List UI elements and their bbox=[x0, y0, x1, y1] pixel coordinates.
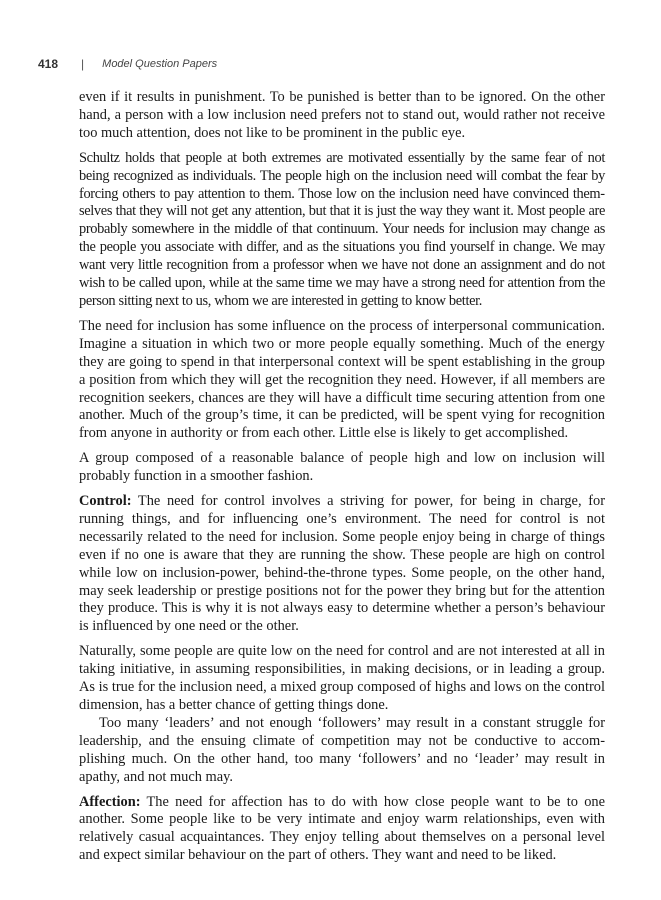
paragraph-3: The need for inclusion has some influence on the process of interpersonal communication. Imagine a situation in which two or more people equally something. Much of the energy they are going to spend in that interpersonal context will be spent establishing in the group a position from which they will get the recognition they need. However, if all members are recognition seekers, chances are they will have a difficult time securing attention from one another. Much of the group’s time, it can be predicted, will be spent vying for recognition from anyone in authority or from each other. Little else is likely to get accomplished. bbox=[79, 317, 605, 442]
affection-text: The need for affection has to do with how close people want to be to one another. Some people like to be very intimate and enjoy warm relationships, even with relatively casual acquaintances. They enjoy telling about themselves on a personal level and expect similar behaviour on the part of others. They want and need to be liked. bbox=[79, 793, 605, 864]
paragraph-6: Naturally, some people are quite low on the need for control and are not interested at all in taking initiative, in assuming responsibilities, in making decisions, or in leading a group. As is true for the inclusion need, a mixed group composed of highs and lows on the control dimension, has a better chance of getting things done. bbox=[79, 643, 605, 713]
paragraph-1: even if it results in punishment. To be punished is better than to be ignored. On the other hand, a person with a low inclusion need prefers not to stand out, would rather not receive too much attention, does not like to be prominent in the public eye. bbox=[79, 89, 605, 141]
header-separator: | bbox=[81, 57, 85, 71]
paragraph-2: Schultz holds that people at both extremes are motivated essentially by the same fear of not being recognized as individuals. The people high on the inclusion need will combat the fear by forcing others to pay attention to them. Those low on the inclusion need have convinced themselves that they will not get any attention, but that it is just the way they want it. Most people are probably somewhere in the middle of that continuum. Your needs for inclusion may change as the people you associate with differ, and as the situations you find yourself in change. We may want very little recognition from a professor when we have not done an assignment and do not wish to be called upon, while at the same time we may have a strong need for attention from the person sitting next to us, whom we are interested in getting to know better. bbox=[79, 149, 605, 309]
affection-heading: Affection: bbox=[79, 793, 141, 810]
paragraph-4: A group composed of a reasonable balance of people high and low on inclusion will probably function in a smoother fashion. bbox=[79, 450, 605, 485]
page-number: 418 bbox=[38, 57, 59, 71]
control-text: The need for control involves a striving for power, for being in charge, for running things, and for influencing one’s environment. The need for control is not necessarily related to the need for inclusion. Some people enjoy being in charge of things even if no one is aware that they are running the show. These people are high on control while low on inclusion-power, behind-the-throne types. Some people, on the other hand, may seek leadership or prestige positions not for the power they bring but for the attention they produce. This is why it is not always easy to determine whether a person’s behaviour is influenced by one need or the other. bbox=[79, 493, 605, 635]
paragraph-7: Too many ‘leaders’ and not enough ‘followers’ may result in a constant struggle for leadership, and the ensuing climate of competition may not be conductive to accomplishing much. On the other hand, too many ‘followers’ and no ‘leader’ may result in apathy, and not much may. bbox=[79, 714, 605, 785]
paragraph-control bbox=[79, 493, 605, 636]
page-header bbox=[38, 57, 217, 71]
running-title: Model Question Papers bbox=[102, 58, 218, 70]
body-text bbox=[79, 89, 605, 865]
control-heading: Control: bbox=[79, 493, 132, 510]
paragraph-affection bbox=[79, 794, 605, 866]
